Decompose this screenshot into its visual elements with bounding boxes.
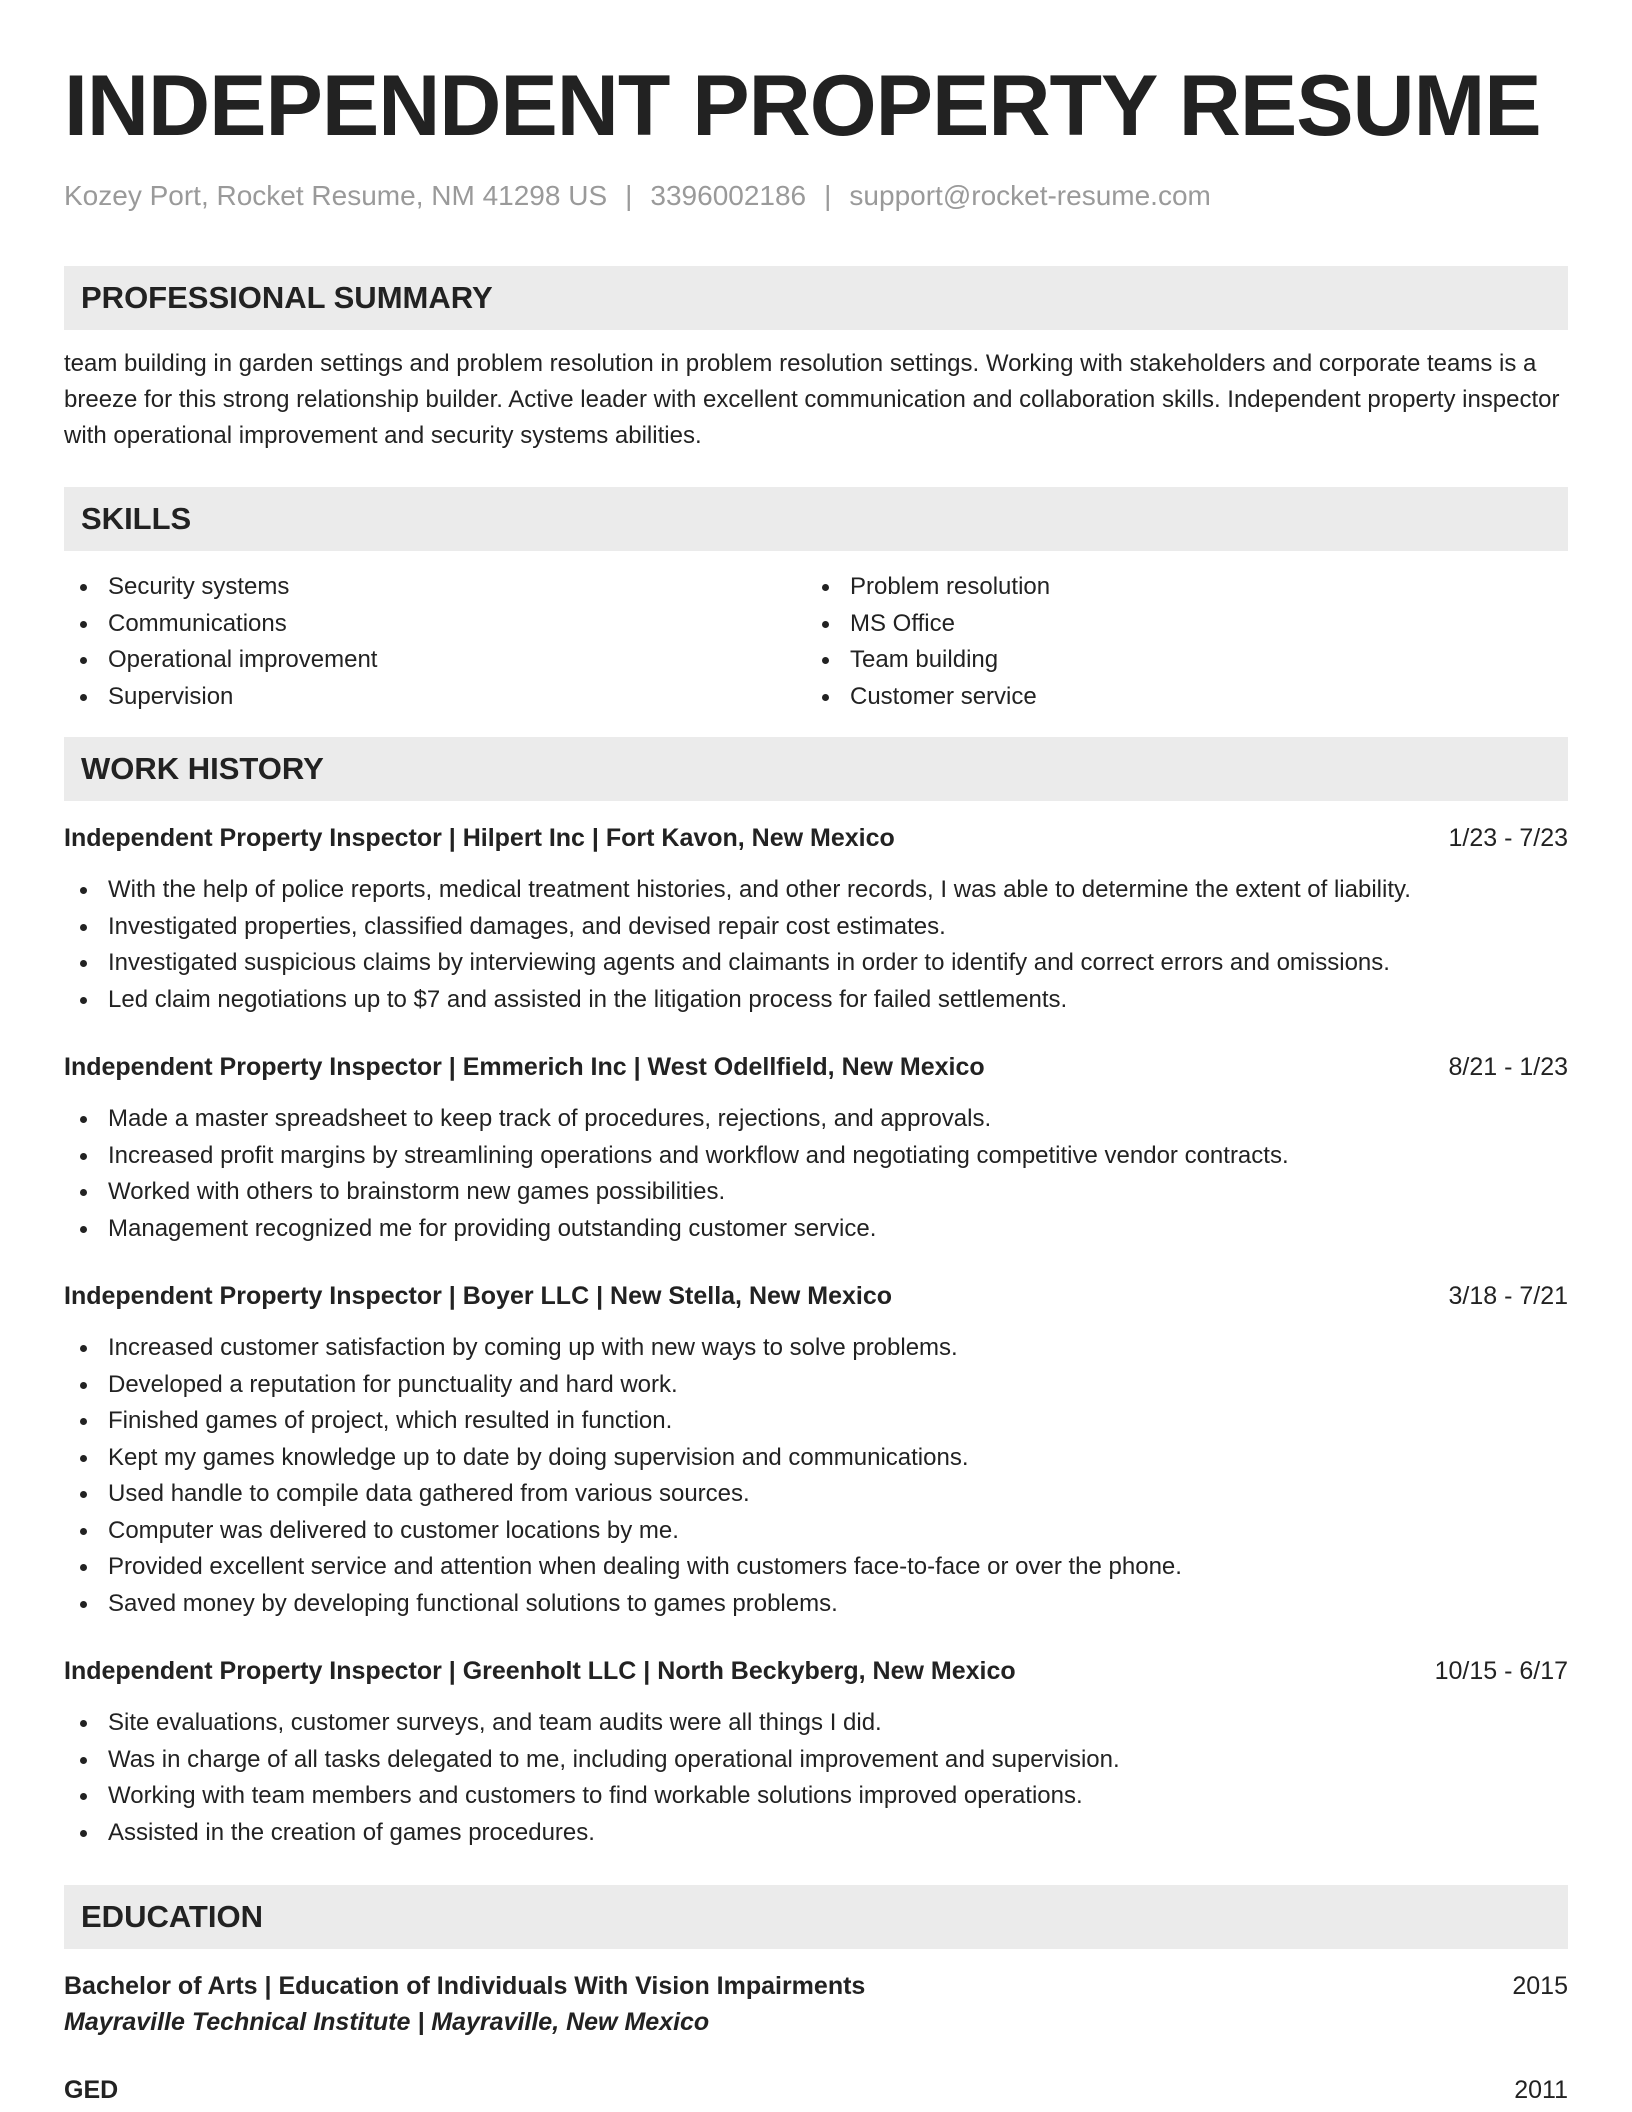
job-bullet [64, 1778, 1568, 1815]
education-entry [64, 1969, 1568, 2041]
job-bullet [64, 872, 1568, 909]
education-entry [64, 2073, 1568, 2107]
job-bullet-text: Finished games of project, which resulted in function. [108, 1407, 673, 1434]
bullet-icon [80, 621, 87, 628]
bullet-icon [80, 694, 87, 701]
job-title: Independent Property Inspector | Emmerich Inc | West Odellfield, New Mexico [64, 1053, 985, 1081]
job-bullets [64, 1330, 1568, 1622]
job-bullet-text: Saved money by developing functional solutions to games problems. [108, 1589, 838, 1617]
skills-column-left [64, 569, 806, 715]
contact-address: Kozey Port, Rocket Resume, NM 41298 US [64, 180, 608, 211]
job-bullet-text: Increased customer satisfaction by coming up with new ways to solve problems. [108, 1334, 958, 1361]
bullet-icon [80, 1226, 87, 1233]
job-bullet [64, 1586, 1568, 1623]
skill-label: Supervision [108, 682, 234, 710]
section-header-work-history: WORK HISTORY [64, 737, 1568, 801]
job-bullet-text: Kept my games knowledge up to date by doing supervision and communications. [108, 1443, 969, 1471]
skills-column-right [806, 569, 1548, 715]
job-bullet [64, 1440, 1568, 1477]
bullet-icon [80, 1382, 87, 1389]
education-degree: GED [64, 2076, 119, 2104]
skill-label: Problem resolution [850, 573, 1051, 600]
bullet-icon [80, 1455, 87, 1462]
skill-item [64, 569, 806, 606]
bullet-icon [80, 657, 87, 664]
bullet-icon [80, 1793, 87, 1800]
job-entry [64, 1050, 1568, 1247]
job-bullet-text: Developed a reputation for punctuality and hard work. [108, 1370, 678, 1398]
job-dates: 10/15 - 6/17 [1434, 1657, 1568, 1685]
job-bullet [64, 1174, 1568, 1211]
job-title: Independent Property Inspector | Hilpert Inc | Fort Kavon, New Mexico [64, 824, 895, 852]
skill-item [806, 606, 1548, 643]
resume-name: INDEPENDENT PROPERTY RESUME [64, 58, 1541, 154]
skill-label: MS Office [850, 609, 955, 637]
contact-separator: | [625, 180, 633, 211]
job-bullet [64, 945, 1568, 982]
section-header-skills: SKILLS [64, 487, 1568, 551]
contact-line [64, 178, 1568, 214]
education-header [64, 1969, 1568, 2003]
education-header [64, 2073, 1568, 2107]
job-bullet-text: Working with team members and customers to find workable solutions improved operations. [108, 1782, 1083, 1809]
job-header [64, 1654, 1568, 1688]
job-bullet-text: Worked with others to brainstorm new games possibilities. [108, 1178, 726, 1205]
bullet-icon [80, 1564, 87, 1571]
bullet-icon [80, 997, 87, 1004]
job-dates: 1/23 - 7/23 [1448, 824, 1568, 852]
job-title: Independent Property Inspector | Boyer LLC | New Stella, New Mexico [64, 1282, 893, 1310]
job-bullet-text: Made a master spreadsheet to keep track of procedures, rejections, and approvals. [108, 1105, 992, 1132]
job-dates: 3/18 - 7/21 [1448, 1282, 1568, 1310]
bullet-icon [822, 621, 829, 628]
bullet-icon [80, 1491, 87, 1498]
bullet-icon [80, 924, 87, 931]
skill-label: Operational improvement [108, 646, 378, 673]
bullet-icon [80, 1116, 87, 1123]
bullet-icon [80, 1720, 87, 1727]
bullet-icon [80, 1189, 87, 1196]
education-degree: Bachelor of Arts | Education of Individuals With Vision Impairments [64, 1972, 866, 2000]
bullet-icon [80, 1757, 87, 1764]
education-school: Mayraville Technical Institute | Mayraville, New Mexico [64, 2008, 710, 2036]
job-bullet-text: With the help of police reports, medical treatment histories, and other records, I was able to determine the extent of liability. [108, 876, 1411, 903]
job-header [64, 1050, 1568, 1084]
job-bullet [64, 982, 1568, 1019]
bullet-icon [80, 1153, 87, 1160]
job-entry [64, 1279, 1568, 1622]
bullet-icon [80, 584, 87, 591]
job-title: Independent Property Inspector | Greenholt LLC | North Beckyberg, New Mexico [64, 1657, 1016, 1685]
section-header-education: EDUCATION [64, 1885, 1568, 1949]
job-bullet [64, 1815, 1568, 1852]
job-bullet-text: Provided excellent service and attention when dealing with customers face-to-face or over the phone. [108, 1553, 1182, 1580]
skill-label: Security systems [108, 573, 290, 600]
job-bullet [64, 1549, 1568, 1586]
contact-phone: 3396002186 [650, 180, 807, 211]
job-bullet-text: Management recognized me for providing outstanding customer service. [108, 1214, 877, 1242]
job-bullet [64, 1513, 1568, 1550]
bullet-icon [822, 584, 829, 591]
job-bullet-text: Increased profit margins by streamlining operations and workflow and negotiating competitive vendor contracts. [108, 1141, 1289, 1169]
job-bullet [64, 1367, 1568, 1404]
skill-item [806, 679, 1548, 716]
job-dates: 8/21 - 1/23 [1448, 1053, 1568, 1081]
job-entry [64, 821, 1568, 1018]
job-bullet-text: Assisted in the creation of games procedures. [108, 1818, 595, 1846]
bullet-icon [80, 1345, 87, 1352]
job-bullet-text: Computer was delivered to customer locations by me. [108, 1516, 679, 1544]
skill-item [806, 569, 1548, 606]
bullet-icon [822, 657, 829, 664]
job-bullet [64, 909, 1568, 946]
skill-item [64, 679, 806, 716]
job-header [64, 821, 1568, 855]
bullet-icon [80, 1830, 87, 1837]
bullet-icon [80, 1418, 87, 1425]
contact-separator: | [824, 180, 832, 211]
job-bullet [64, 1403, 1568, 1440]
job-bullet [64, 1705, 1568, 1742]
skill-item [64, 606, 806, 643]
bullet-icon [822, 694, 829, 701]
skill-label: Team building [850, 646, 999, 673]
job-bullet-text: Investigated suspicious claims by interviewing agents and claimants in order to identify and correct errors and omissions. [108, 949, 1390, 976]
skill-item [806, 642, 1548, 679]
job-bullet [64, 1101, 1568, 1138]
job-bullet-text: Investigated properties, classified damages, and devised repair cost estimates. [108, 912, 946, 940]
skill-item [64, 642, 806, 679]
education-year: 2011 [1514, 2076, 1568, 2104]
summary-text: team building in garden settings and problem resolution in problem resolution settings. Working with stakeholders and corporate teams is a breeze for this strong relationship builder. Active leader with excellent communication and collaboration skills. Independent property inspector with operational improvement and security systems abilities. [64, 350, 1560, 449]
bullet-icon [80, 1601, 87, 1608]
job-header [64, 1279, 1568, 1313]
job-bullet [64, 1742, 1568, 1779]
contact-email: support@rocket-resume.com [849, 180, 1211, 211]
section-header-summary: PROFESSIONAL SUMMARY [64, 266, 1568, 330]
education-year: 2015 [1512, 1972, 1568, 2000]
job-entry [64, 1654, 1568, 1851]
skills-list [64, 569, 1568, 715]
job-bullet [64, 1330, 1568, 1367]
job-bullets [64, 872, 1568, 1018]
job-bullet-text: Was in charge of all tasks delegated to me, including operational improvement and supervision. [108, 1745, 1120, 1773]
job-bullet-text: Used handle to compile data gathered from various sources. [108, 1480, 750, 1507]
job-bullets [64, 1705, 1568, 1851]
bullet-icon [80, 960, 87, 967]
job-bullet [64, 1476, 1568, 1513]
job-bullets [64, 1101, 1568, 1247]
bullet-icon [80, 1528, 87, 1535]
job-bullet [64, 1211, 1568, 1248]
job-bullet [64, 1138, 1568, 1175]
job-bullet-text: Led claim negotiations up to $7 and assisted in the litigation process for failed settlements. [108, 985, 1068, 1013]
job-bullet-text: Site evaluations, customer surveys, and team audits were all things I did. [108, 1709, 882, 1736]
skill-label: Communications [108, 609, 287, 637]
skill-label: Customer service [850, 682, 1037, 710]
bullet-icon [80, 887, 87, 894]
